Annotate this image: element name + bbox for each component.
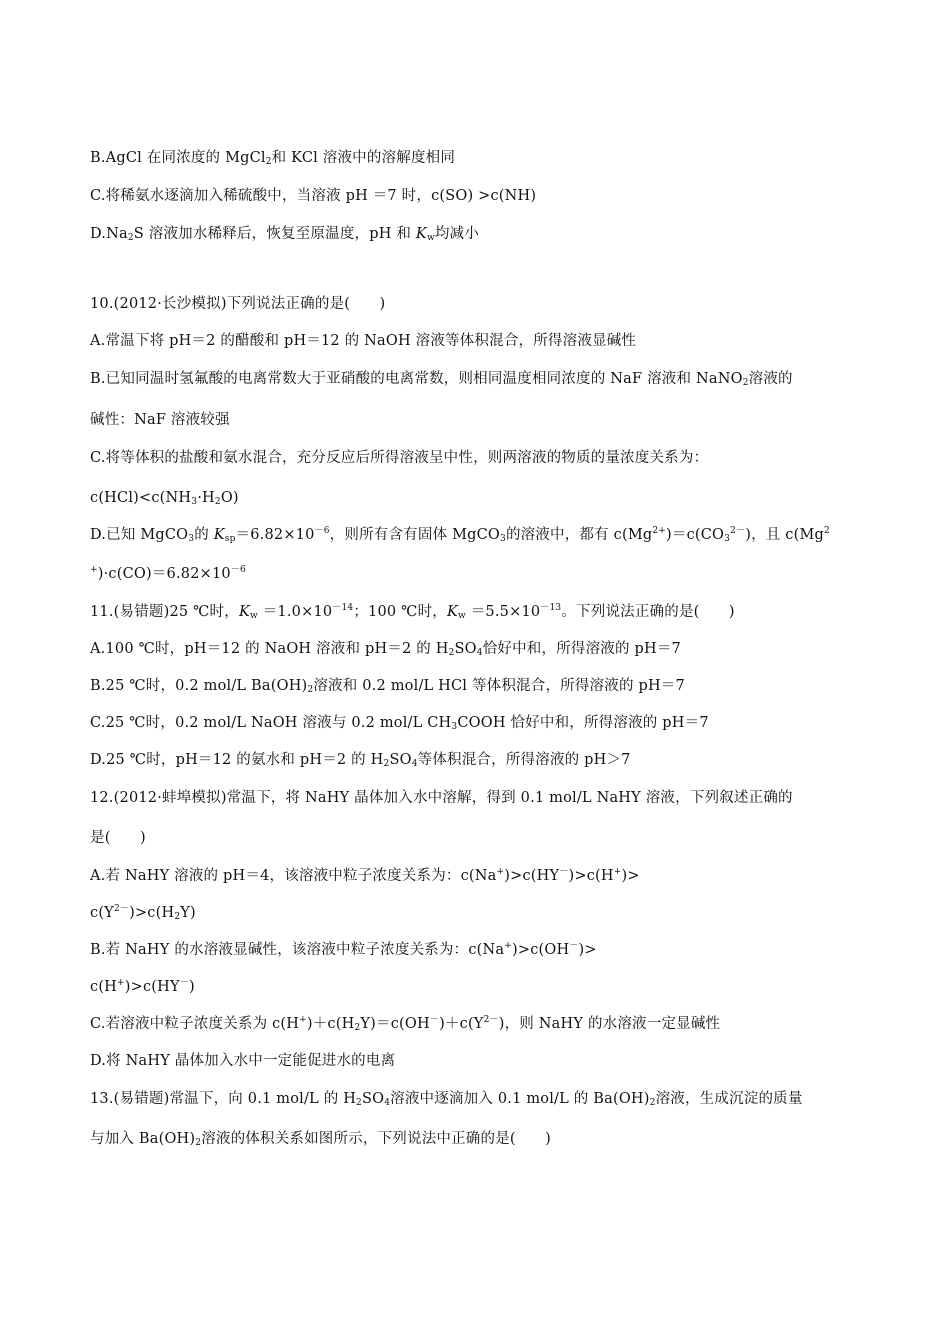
q10-option-d-line2: $^+)\cdot c(CO)=6.82\times 10^{-6}$ [90,565,246,582]
q10-option-a: A.常温下将 pH＝2 的醋酸和 pH＝12 的 NaOH 溶液等体积混合，所得溶液显碱性 [90,333,637,349]
q12-option-a-line1: A.若 NaHY 溶液的 pH＝4，该溶液中粒子浓度关系为：c(Na+)>c(HY－)>c(H+)> [90,867,640,884]
q10-option-c-line2: $c(HCl)<c(NH_3\cdot H_2O)$ [90,490,239,507]
q13-stem-line2: 与加入 $Ba(OH)_2$溶液的体积关系如图所示，下列说法中正确的是( ) [90,1131,552,1148]
q10-option-d-line1: D.已知 MgCO$_3$的 $K_{sp}=6.82\times 10^{-6}$，则所有含有固体 MgCO$_3$的溶液中，都有 $c(Mg^{2+})=c(CO_3^{2-})$，且 c(Mg$^2$ [90,526,830,544]
q9-option-c: C.将稀氨水逐滴加入稀硫酸中，当溶液 pH ＝7 时，c(SO) >c(NH) [90,188,537,204]
q10-option-c-line1: C.将等体积的盐酸和氨水混合，充分反应后所得溶液呈中性，则两溶液的物质的量浓度关系为： [90,450,709,466]
q12-option-c: C.若溶液中粒子浓度关系为 $c(H^+)+c(H_2Y)=c(OH^-)+c(Y^{2-})$，则 NaHY 的水溶液一定显碱性 [90,1015,721,1033]
q12-option-a-line2: $c(Y^{2-})>c(H_2Y)$ [90,904,196,922]
q10-stem: 10.(2012·长沙模拟)下列说法正确的是( ) [90,296,386,312]
q11-option-b: B.25 ℃时，0.2 mol/L $Ba(OH)_2$溶液和 0.2 mol/L HCl 等体积混合，所得溶液的 pH＝7 [90,678,685,695]
q11-option-c: C.25 ℃时，0.2 mol/L NaOH 溶液与 0.2 mol/L $CH_3COOH$ 恰好中和，所得溶液的 pH＝7 [90,715,709,732]
q11-stem: 11.(易错题)25 ℃时，$K_w =1.0\times 10^{-14}$；100 ℃时，$K_w =5.5\times 10^{-13}$。下列说法正确的是( ) [90,603,735,621]
q12-option-d: D.将 NaHY 晶体加入水中一定能促进水的电离 [90,1053,396,1069]
q12-option-b-line2: c(H+)>c(HY－) [90,978,195,995]
q12-stem-line2: 是( ) [90,830,146,846]
q9-option-d: $D.Na_2S$ 溶液加水稀释后，恢复至原温度，pH 和 $K_w$均减小 [90,226,479,243]
q11-option-d: D.25 ℃时，pH＝12 的氨水和 pH＝2 的 $H_2SO_4$等体积混合，所得溶液的 pH＞7 [90,752,631,769]
q10-option-b-line2: 碱性：NaF 溶液较强 [90,412,230,428]
q11-option-a: A.100 ℃时，pH＝12 的 NaOH 溶液和 pH＝2 的 $H_2SO_4$恰好中和，所得溶液的 pH＝7 [90,641,681,658]
q10-option-b-line1: B.已知同温时氢氟酸的电离常数大于亚硝酸的电离常数，则相同温度相同浓度的 NaF 溶液和 NaNO$_2$溶液的 [90,371,793,388]
q9-option-b: B.AgCl 在同浓度的 MgCl$_2$和 KCl 溶液中的溶解度相同 [90,150,456,167]
q12-stem-line1: 12.(2012·蚌埠模拟)常温下，将 NaHY 晶体加入水中溶解，得到 0.1 mol/L NaHY 溶液，下列叙述正确的 [90,790,793,806]
q13-stem-line1: 13.(易错题)常温下，向 0.1 mol/L 的 $H_2SO_4$溶液中逐滴加入 0.1 mol/L 的 $Ba(OH)_2$溶液，生成沉淀的质量 [90,1091,803,1108]
q12-option-b-line1: B.若 NaHY 的水溶液显碱性，该溶液中粒子浓度关系为：c(Na+)>c(OH－)> [90,941,597,958]
